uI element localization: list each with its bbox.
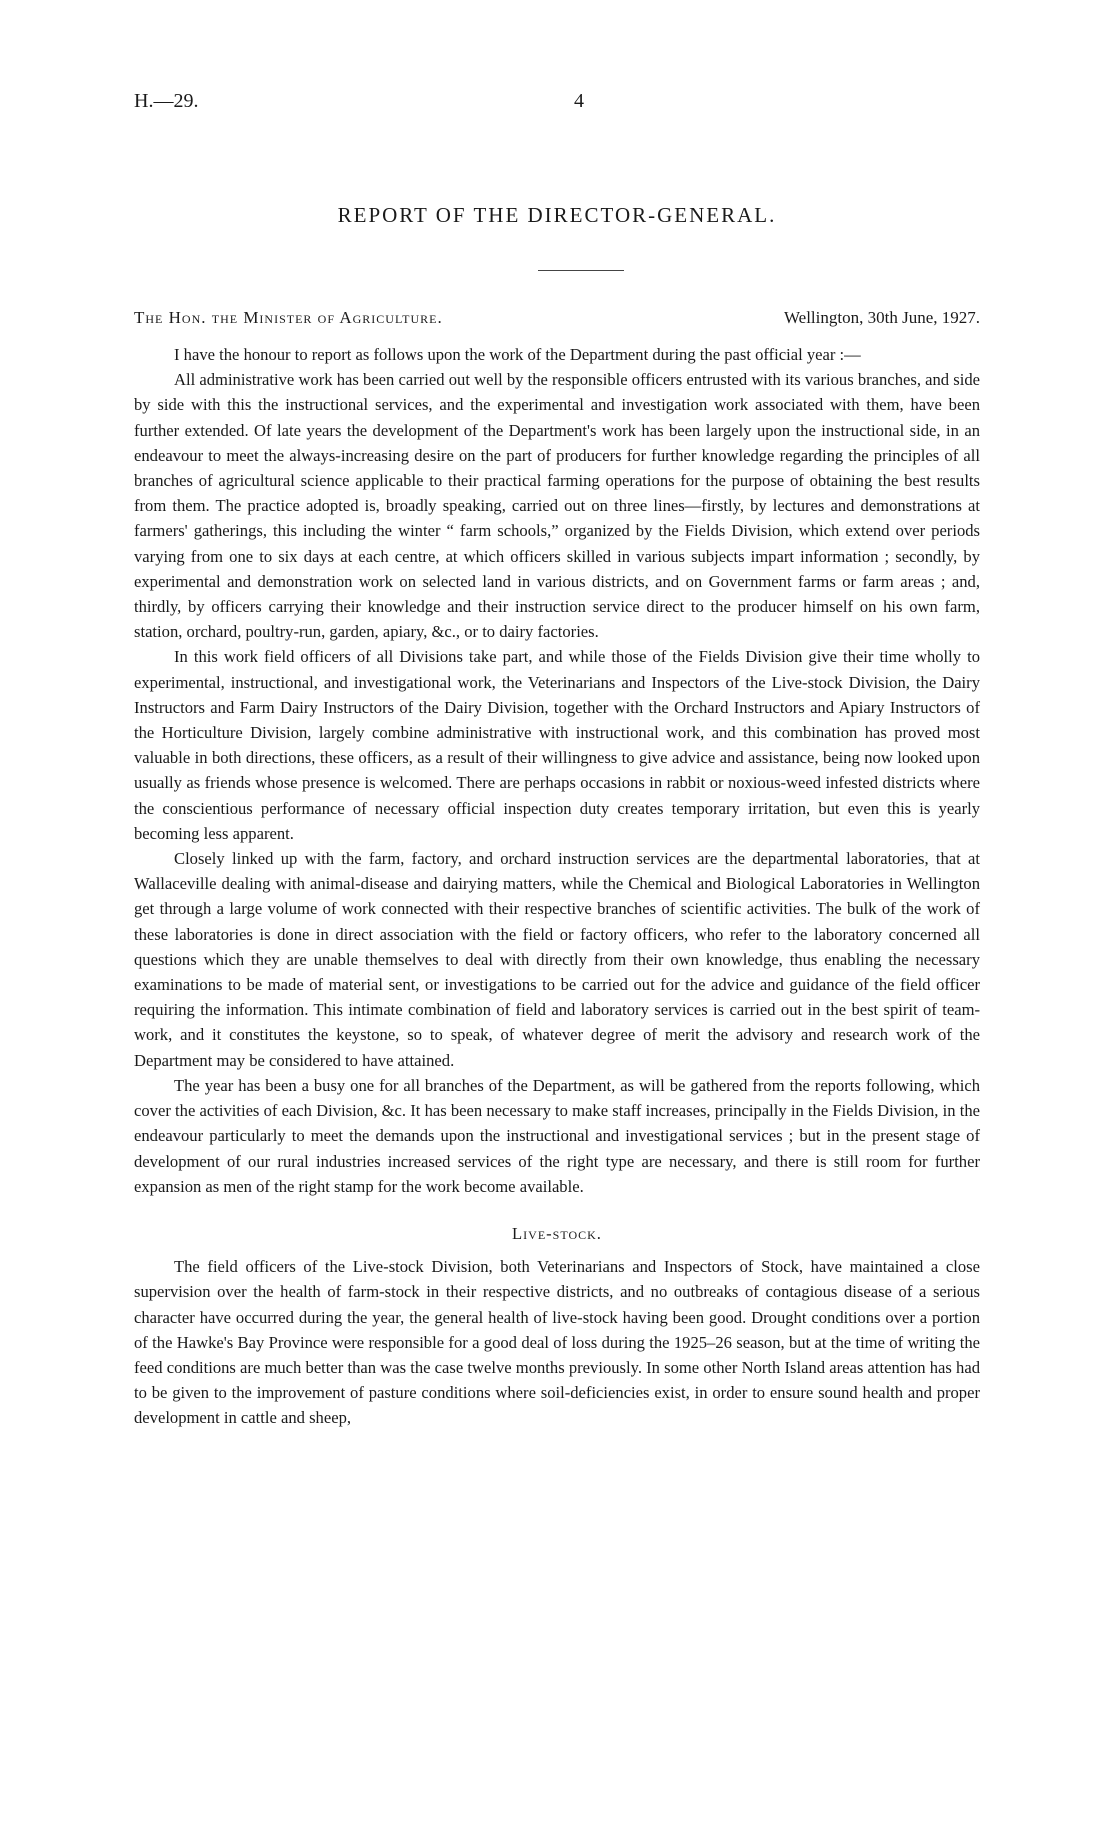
- paragraph-live-stock: The field officers of the Live-stock Division, both Veterinarians and Inspectors of Stock, have maintained a close supervision over the health of farm-stock in their respective districts, and no outbreaks of contagious disease of a serious character have occurred during the year, the general health of live-stock having been good. Drought conditions over a portion of the Hawke's Bay Province were responsible for a good deal of loss during the 1925–26 season, but at the time of writing the feed conditions are much better than was the case twelve months previously. In some other North Island areas attention has had to be given to the improvement of pasture conditions where soil-deficiencies exist, in order to ensure sound health and proper development in cattle and sheep,: [134, 1257, 980, 1428]
- page-number: 4: [574, 90, 584, 112]
- title-divider: [538, 270, 624, 271]
- paragraph-field-officers: In this work field officers of all Divisions take part, and while those of the Fields Division give their time wholly to experimental, instructional, and investigational work, the Veterinarians and Inspectors of the Live-stock Division, the Dairy Instructors and Farm Dairy Instructors of the Dairy Division, together with the Orchard Instructors and Apiary Instructors of the Horticulture Division, largely combine administrative with instructional work, and this combination has proved most valuable in both directions, these officers, as a result of their willingness to give advice and assistance, being now looked upon usually as friends whose presence is welcomed. There are perhaps occasions in rabbit or noxious-weed infested districts where the conscientious performance of necessary official inspection duty creates temporary irritation, but even this is yearly becoming less apparent.: [134, 647, 980, 843]
- paragraph-administrative-work: All administrative work has been carried out well by the responsible officers entrusted with its various branches, and side by side with this the instructional services, and the experimental and investigation work associated with them, have been further extended. Of late years the development of the Department's work has been largely upon the instructional side, in an endeavour to meet the always-increasing desire on the part of producers for further knowledge regarding the principles of all branches of agricultural science applicable to their practical farming operations for the purpose of obtaining the best results from them. The practice adopted is, broadly speaking, carried out on three lines—firstly, by lectures and demonstrations at farmers' gatherings, this including the winter “ farm schools,” organized by the Fields Division, which extend over periods varying from one to six days at each centre, at which officers skilled in various subjects impart information ; secondly, by experimental and demonstration work on selected land in various districts, and on Government farms or farm areas ; and, thirdly, by officers carrying their knowledge and their instruction service direct to the producer himself on his own farm, station, orchard, poultry-run, garden, apiary, &c., or to dairy factories.: [134, 370, 980, 642]
- dateline: Wellington, 30th June, 1927.: [783, 308, 980, 327]
- salutation-row: [134, 308, 980, 332]
- paragraph-busy-year: The year has been a busy one for all branches of the Department, as will be gathered from the reports following, which cover the activities of each Division, &c. It has been necessary to make staff increases, principally in the Fields Division, in the endeavour particularly to meet the demands upon the instructional and investigational services ; but in the present stage of development of our rural industries increased services of the right type are necessary, and there is still room for further expansion as men of the right stamp for the work become available.: [134, 1075, 980, 1196]
- page-header: [134, 90, 980, 118]
- document-reference: H.—29.: [134, 90, 199, 112]
- paragraph-laboratories: Closely linked up with the farm, factory, and orchard instruction services are the departmental laboratories, that at Wallaceville dealing with animal-disease and dairying matters, while the Chemical and Biological Laboratories in Wellington get through a large volume of work connected with their respective branches of scientific activities. The bulk of the work of these laboratories is done in direct association with the field or factory officers, who refer to the laboratory concerned all questions which they are unable themselves to deal with directly from their own knowledge, thus enabling the necessary examinations to be made of material sent, or investigations to be carried out for the advice and guidance of the field officer requiring the information. This intimate combination of field and laboratory services is carried out in the best spirit of team-work, and it constitutes the keystone, so to speak, of whatever degree of merit the advisory and research work of the Department may be considered to have attained.: [134, 849, 980, 1070]
- section-heading-live-stock: Live-stock.: [512, 1223, 602, 1243]
- paragraph-intro: I have the honour to report as follows upon the work of the Department during the past official year :—: [174, 345, 861, 364]
- report-body: [134, 342, 980, 1431]
- salutation: The Hon. the Minister of Agriculture.: [134, 308, 443, 327]
- report-title: REPORT OF THE DIRECTOR-GENERAL.: [337, 203, 777, 227]
